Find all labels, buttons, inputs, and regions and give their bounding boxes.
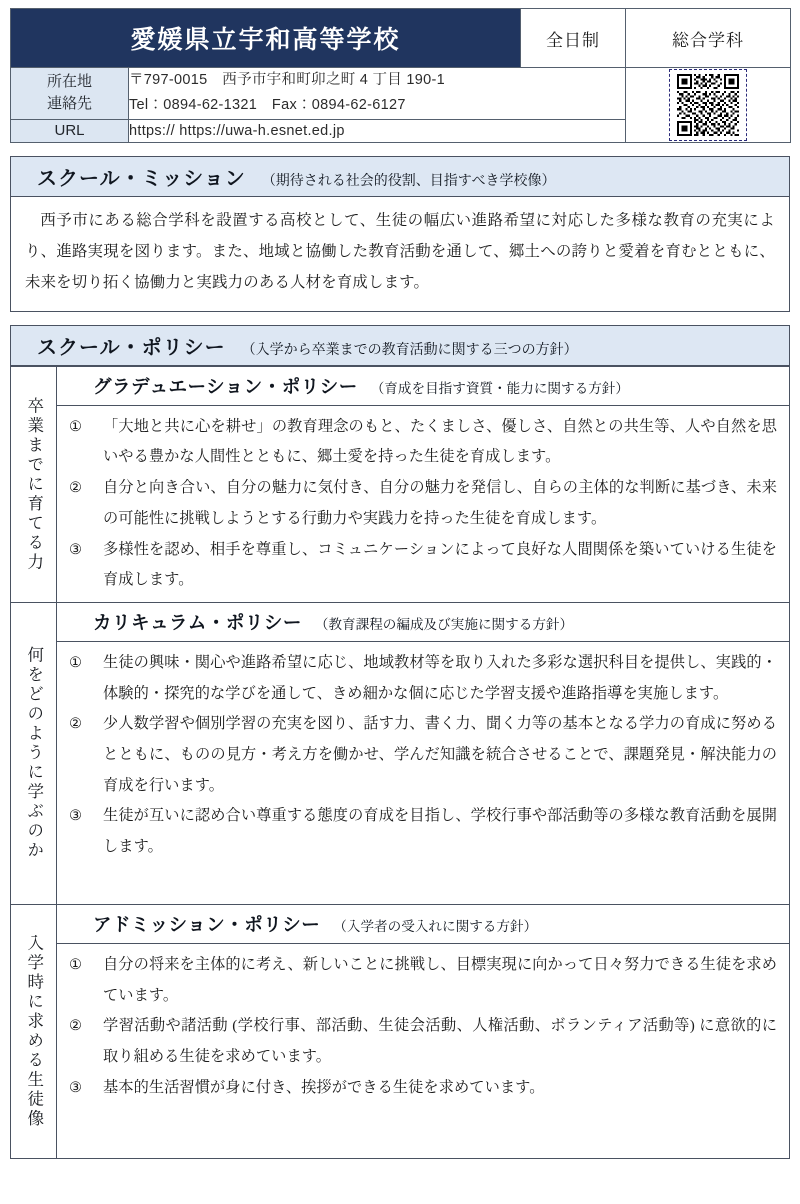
curriculum-policy-items	[57, 642, 789, 904]
graduation-policy-title: グラデュエーション・ポリシー	[93, 375, 358, 397]
list-item	[65, 1011, 777, 1072]
item-number: ①	[69, 654, 83, 671]
curriculum-policy-main	[57, 603, 789, 904]
school-policy-title: スクール・ポリシー	[37, 336, 226, 359]
school-name: 愛媛県立宇和高等学校	[130, 26, 401, 54]
list-item	[65, 950, 777, 1011]
spacer	[10, 143, 790, 156]
header-title-row	[11, 9, 791, 68]
item-number: ②	[69, 716, 83, 733]
graduation-policy-band	[57, 367, 789, 406]
school-policy-band	[11, 326, 789, 366]
item-text: 基本的生活習慣が身に付き、挨拶ができる生徒を求めています。	[103, 1078, 545, 1096]
school-mission-subtitle: （期待される社会的役割、目指すべき学校像）	[261, 172, 556, 189]
url-value[interactable]: https:// https://uwa-h.esnet.ed.jp	[129, 119, 626, 143]
school-name-cell	[11, 9, 521, 68]
qr-code-svg	[677, 74, 739, 136]
curriculum-policy-row	[11, 602, 789, 904]
list-item	[65, 473, 777, 534]
graduation-policy-row	[11, 366, 789, 602]
item-text: 少人数学習や個別学習の充実を図り、話す力、書く力、聞く力等の基本となる学力の育成に努めるとともに、ものの見方・考え方を働かせ、学んだ知識を統合させることで、課題発見・解決能力の育成を行います。	[103, 715, 777, 794]
admission-policy-title: アドミッション・ポリシー	[93, 913, 321, 935]
item-number: ③	[69, 541, 83, 558]
location-label-line1: 所在地	[46, 72, 92, 90]
address-line: 〒797-0015 西予市宇和町卯之町 4 丁目 190-1	[129, 72, 446, 88]
qr-code-cell	[626, 68, 791, 143]
contact-line: Tel：0894-62-1321 Fax：0894-62-6127	[129, 97, 406, 114]
curriculum-policy-band	[57, 603, 789, 642]
address-cell	[129, 68, 626, 120]
item-number: ③	[69, 808, 83, 825]
admission-policy-subtitle: （入学者の受入れに関する方針）	[333, 918, 538, 934]
school-mission-title: スクール・ミッション	[37, 168, 246, 191]
school-policy-subtitle: （入学から卒業までの教育活動に関する三つの方針）	[241, 340, 578, 357]
item-text: 学習活動や諸活動 (学校行事、部活動、生徒会活動、人権活動、ボランティア活動等) に意欲的に取り組める生徒を求めています。	[103, 1017, 777, 1066]
list-item	[65, 1073, 777, 1104]
item-number: ①	[69, 418, 83, 435]
item-number: ②	[69, 480, 83, 497]
list-item	[65, 535, 777, 596]
graduation-policy-vertical-label: 卒業までに育てる力	[11, 367, 57, 602]
graduation-policy-main	[57, 367, 789, 602]
item-text: 多様性を認め、相手を尊重し、コミュニケーションによって良好な人間関係を築いていける生徒を育成します。	[103, 540, 777, 589]
school-mission-block	[10, 156, 790, 311]
item-number: ②	[69, 1018, 83, 1035]
item-text: 「大地と共に心を耕せ」の教育理念のもと、たくましさ、優しさ、自然との共生等、人や自然を思いやる豊かな人間性とともに、郷土愛を持った生徒を育成します。	[103, 417, 777, 466]
admission-policy-vertical-label: 入学時に求める生徒像	[11, 905, 57, 1158]
graduation-policy-items	[57, 406, 789, 602]
item-text: 自分の将来を主体的に考え、新しいことに挑戦し、目標実現に向かって日々努力できる生徒を求めています。	[103, 955, 777, 1004]
admission-policy-row	[11, 904, 789, 1158]
school-header-table	[10, 8, 791, 143]
admission-policy-main	[57, 905, 789, 1158]
item-text: 生徒の興味・関心や進路希望に応じ、地域教材等を取り入れた多彩な選択科目を提供し、実践的・体験的・探究的な学びを通して、きめ細かな個に応じた学習支援や進路指導を実施します。	[103, 653, 777, 702]
school-policy-block	[10, 325, 790, 1159]
spacer	[10, 312, 790, 325]
item-number: ①	[69, 956, 83, 973]
item-text: 生徒が互いに認め合い尊重する態度の育成を目指し、学校行事や部活動等の多様な教育活動を展開します。	[103, 807, 777, 856]
department-cell: 総合学科	[626, 9, 791, 68]
list-item	[65, 709, 777, 801]
list-item	[65, 648, 777, 709]
course-type-cell: 全日制	[521, 9, 626, 68]
curriculum-policy-vertical-label: 何をどのように学ぶのか	[11, 603, 57, 904]
item-number: ③	[69, 1079, 83, 1096]
admission-policy-band	[57, 905, 789, 944]
location-label	[11, 68, 129, 120]
curriculum-policy-subtitle: （教育課程の編成及び実施に関する方針）	[314, 616, 574, 632]
graduation-policy-subtitle: （育成を目指す資質・能力に関する方針）	[370, 380, 629, 396]
school-mission-body	[11, 197, 789, 310]
list-item	[65, 412, 777, 473]
list-item	[65, 801, 777, 862]
school-mission-band	[11, 157, 789, 197]
curriculum-policy-title: カリキュラム・ポリシー	[93, 611, 302, 633]
qr-code-icon	[669, 69, 747, 141]
admission-policy-items	[57, 944, 789, 1158]
school-mission-text: 西予市にある総合学科を設置する高校として、生徒の幅広い進路希望に対応した多様な教育の充実により、進路実現を図ります。また、地域と協働した教育活動を通して、郷土への誇りと愛着を育むとともに、未来を切り拓く協働力と実践力のある人材を育成します。	[25, 212, 775, 291]
url-label: URL	[11, 119, 129, 143]
header-address-row	[11, 68, 791, 120]
location-label-line2: 連絡先	[46, 95, 92, 113]
item-text: 自分と向き合い、自分の魅力に気付き、自分の魅力を発信し、自らの主体的な判断に基づき、未来の可能性に挑戦しようとする行動力や実践力を持った生徒を育成します。	[103, 479, 777, 527]
